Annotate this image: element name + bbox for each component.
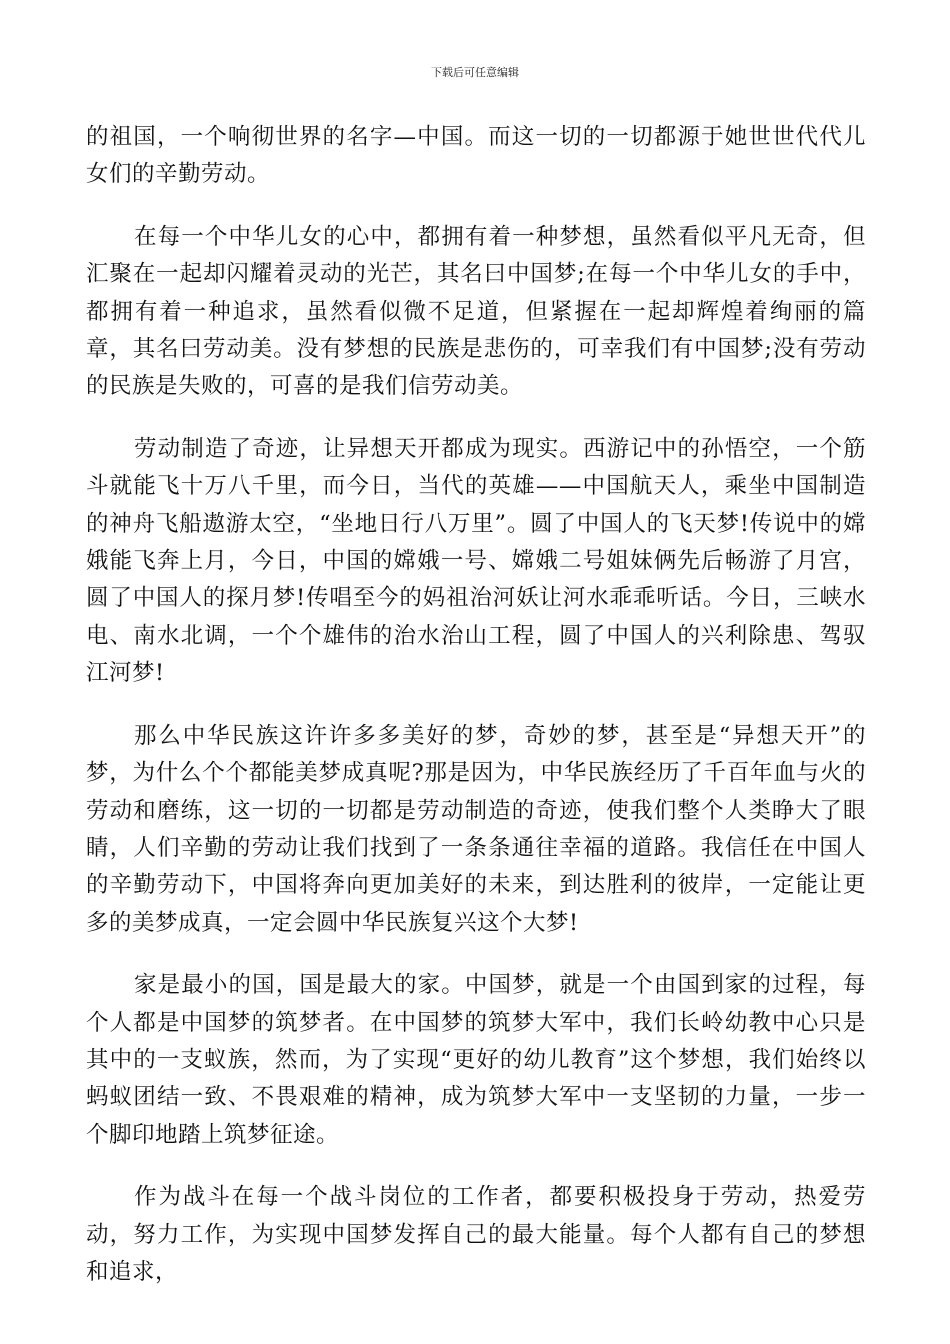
paragraph-5: 家是最小的国，国是最大的家。中国梦，就是一个由国到家的过程，每个人都是中国梦的筑梦者。在中国梦的筑梦大军中，我们长岭幼教中心只是其中的一支蚁族，然而，为了实现“更好的幼儿教育”这个梦想，我们始终以蚂蚁团结一致、不畏艰难的精神，成为筑梦大军中一支坚韧的力量，一步一个脚印地踏上筑梦征途。	[86, 972, 866, 1148]
paragraph-1: 的祖国，一个响彻世界的名字—中国。而这一切的一切都源于她世世代代儿女们的辛勤劳动。	[86, 124, 866, 188]
paragraph-3: 劳动制造了奇迹，让异想天开都成为现实。西游记中的孙悟空，一个筋斗就能飞十万八千里，而今日，当代的英雄——中国航天人，乘坐中国制造的神舟飞船遨游太空，“坐地日行八万里”。圆了中国人的飞天梦!传说中的嫦娥能飞奔上月，今日，中国的嫦娥一号、嫦娥二号姐妹俩先后畅游了月宫，圆了中国人的探月梦!传唱至今的妈祖治河妖让河水乖乖听话。今日，三峡水电、南水北调，一个个雄伟的治水治山工程，圆了中国人的兴利除患、驾驭江河梦!	[86, 435, 866, 687]
document-body	[86, 119, 866, 1316]
paragraph-2: 在每一个中华儿女的心中，都拥有着一种梦想，虽然看似平凡无奇，但汇聚在一起却闪耀着灵动的光芒，其名曰中国梦;在每一个中华儿女的手中，都拥有着一种追求，虽然看似微不足道，但紧握在一起却辉煌着绚丽的篇章，其名曰劳动美。没有梦想的民族是悲伤的，可幸我们有中国梦;没有劳动的民族是失败的，可喜的是我们信劳动美。	[86, 223, 866, 400]
paragraph-4: 那么中华民族这许许多多美好的梦，奇妙的梦，甚至是“异想天开”的梦，为什么个个都能美梦成真呢?那是因为，中华民族经历了千百年血与火的劳动和磨练，这一切的一切都是劳动制造的奇迹，使我们整个人类睁大了眼睛，人们辛勤的劳动让我们找到了一条条通往幸福的道路。我信任在中国人的辛勤劳动下，中国将奔向更加美好的未来，到达胜利的彼岸，一定能让更多的美梦成真，一定会圆中华民族复兴这个大梦!	[86, 722, 866, 936]
paragraph-6: 作为战斗在每一个战斗岗位的工作者，都要积极投身于劳动，热爱劳动，努力工作，为实现中国梦发挥自己的最大能量。每个人都有自己的梦想和追求，	[86, 1184, 866, 1285]
page-header-note: 下载后可任意编辑	[431, 66, 519, 79]
